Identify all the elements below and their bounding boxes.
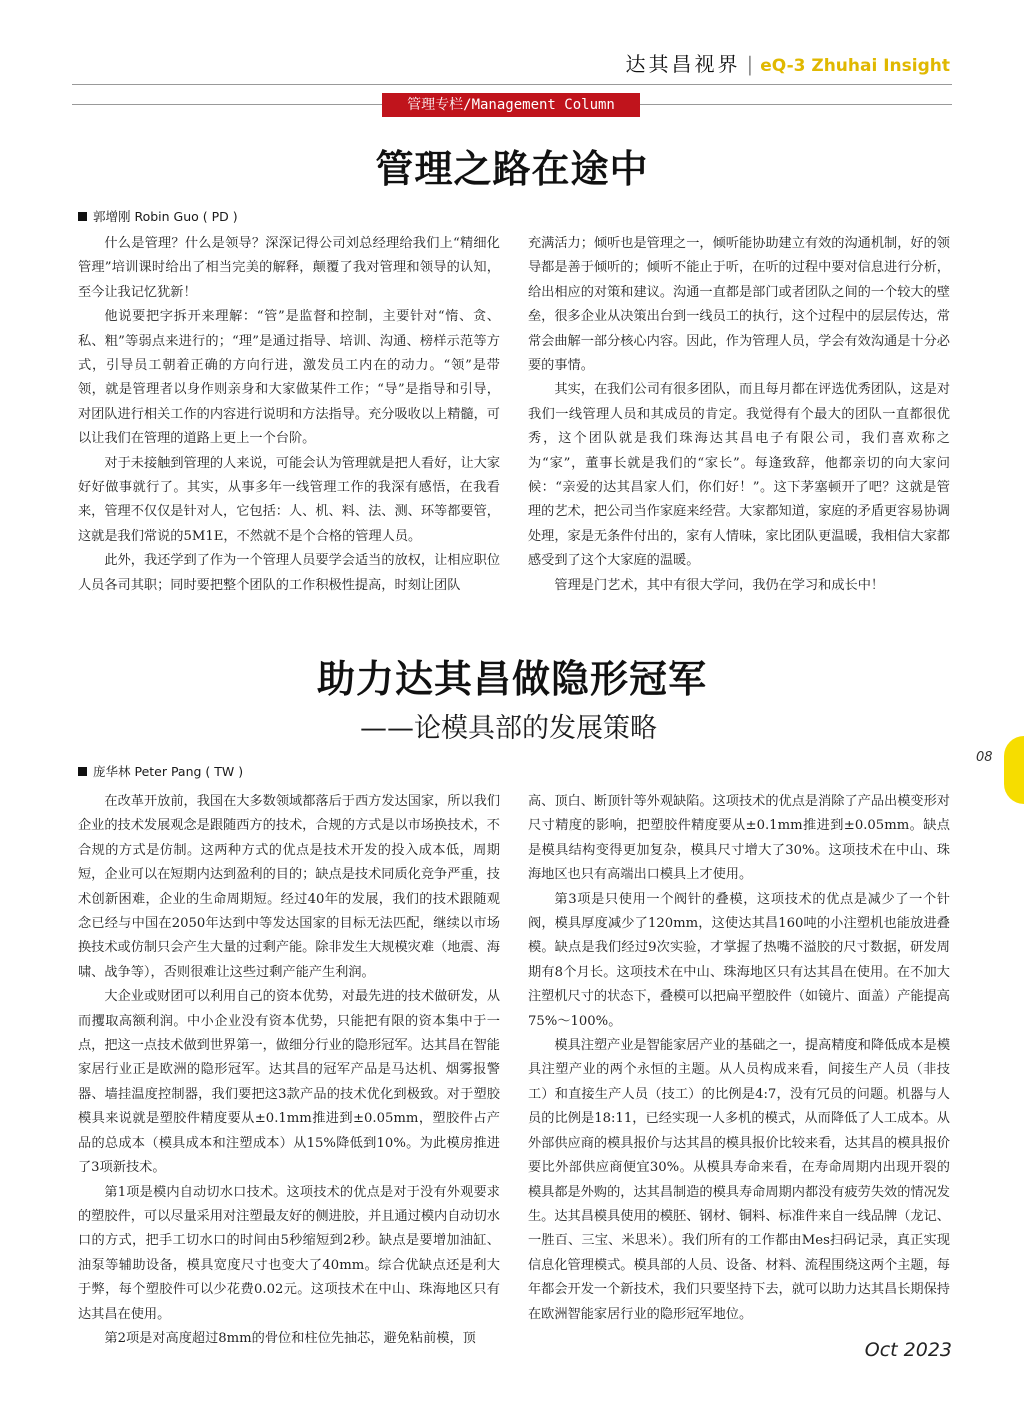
paragraph: 他说要把字拆开来理解：“管”是监督和控制，主要针对“惰、贪、私、粗”等弱点来进行的；“理”是通过指导、培训、沟通、榜样示范等方式，引导员工朝着正确的方向行进，激发员工内在的动力。“领”是带领，就是管理者以身作则亲身和大家做某件工作；“导”是指导和引导，对团队进行相关工作的内容进行说明和方法指导。充分吸收以上精髓，可以让我们在管理的道路上更上一个台阶。 bbox=[78, 309, 500, 447]
paragraph: 其实，在我们公司有很多团队，而且每月都在评选优秀团队，这是对我们一线管理人员和其成员的肯定。我觉得有个最大的团队一直都很优秀，这个团队就是我们珠海达其昌电子有限公司，我们喜欢称之为“家”，董事长就是我们的“家长”。每逢致辞，他都亲切的向大家问候：“亲爱的达其昌家人们，你们好！”。这下茅塞顿开了吧？这就是管理的艺术，把公司当作家庭来经营。大家都知道，家庭的矛盾更容易协调处理，家是无条件付出的，家有人情味，家比团队更温暖，我相信大家都感受到了这个大家庭的温暖。 bbox=[528, 382, 951, 569]
paragraph: 充满活力；倾听也是管理之一，倾听能协助建立有效的沟通机制，好的领导都是善于倾听的；倾听不能止于听，在听的过程中要对信息进行分析，给出相应的对策和建议。沟通一直都是部门或者团队之间的一个较大的壁垒，很多企业从决策出台到一线员工的执行，这个过程中的层层传达，常常会曲解一部分核心内容。因此，作为管理人员，学会有效沟通是十分必要的事情。 bbox=[528, 236, 950, 374]
brand-separator: | bbox=[746, 52, 755, 76]
page-tab-marker bbox=[1004, 736, 1024, 804]
article1-byline bbox=[78, 207, 238, 225]
paragraph: 第2项是对高度超过8mm的骨位和柱位先抽芯，避免粘前模，顶 bbox=[104, 1330, 476, 1346]
paragraph: 模具注塑产业是智能家居产业的基础之一，提高精度和降低成本是模具注塑产业的两个永恒的主题。从人员构成来看，间接生产人员（非技工）和直接生产人员（技工）的比例是4:7，没有冗员的问题。机器与人员的比例是18:11，已经实现一人多机的模式，从而降低了人工成本。从外部供应商的模具报价与达其昌的模具报价比较来看，达其昌的模具报价要比外部供应商便宜30%。从模具寿命来看，在寿命周期内出现开裂的模具都是外购的，达其昌制造的模具寿命周期内都没有疲劳失效的情况发生。达其昌模具使用的模胚、钢材、铜料、标准件来自一线品牌（龙记、一胜百、三宝、米思米）。我们所有的工作都由Mes扫码记录，真正实现信息化管理模式。模具部的人员、设备、材料、流程围绕这两个主题，每年都会开发一个新技术，我们只要坚持下去，就可以助力达其昌长期保持在欧洲智能家居行业的隐形冠军地位。 bbox=[528, 1038, 951, 1322]
paragraph: 高、顶白、断顶针等外观缺陷。这项技术的优点是消除了产品出模变形对尺寸精度的影响，把塑胶件精度要从±0.1mm推进到±0.05mm。缺点是模具结构变得更加复杂，模具尺寸增大了30%。这项技术在中山、珠海地区也只有高端出口模具上才使用。 bbox=[528, 794, 950, 883]
brand-chinese: 达其昌视界 bbox=[625, 52, 741, 76]
article1-right-column bbox=[528, 232, 950, 598]
paragraph: 大企业或财团可以利用自己的资本优势，对最先进的技术做研发，从而攫取高额利润。中小企业没有资本优势，只能把有限的资本集中于一点，把这一点技术做到世界第一，做细分行业的隐形冠军。达其昌在智能家居行业正是欧洲的隐形冠军。达其昌的冠军产品是马达机、烟雾报警器、墙挂温度控制器，我们要把这3款产品的技术优化到极致。对于塑胶模具来说就是塑胶件精度要从±0.1mm推进到±0.05mm，塑胶件占产品的总成本（模具成本和注塑成本）从15%降低到10%。为此模房推进了3项新技术。 bbox=[78, 989, 501, 1176]
issue-date: Oct 2023 bbox=[864, 1339, 952, 1361]
bullet-square-icon bbox=[78, 212, 87, 221]
article1-title: 管理之路在途中 bbox=[375, 146, 649, 191]
article2-byline bbox=[78, 762, 243, 780]
header-divider bbox=[72, 84, 952, 85]
paragraph: 什么是管理？什么是领导？深深记得公司刘总经理给我们上“精细化管理”培训课时给出了相当完美的解释，颠覆了我对管理和领导的认知，至今让我记忆犹新！ bbox=[78, 236, 500, 300]
paragraph: 此外，我还学到了作为一个管理人员要学会适当的放权，让相应职位人员各司其职；同时要把整个团队的工作积极性提高，时刻让团队 bbox=[78, 553, 501, 593]
article2-author: 庞华林 Peter Pang ( TW ) bbox=[93, 764, 244, 779]
paragraph: 在改革开放前，我国在大多数领域都落后于西方发达国家，所以我们企业的技术发展观念是跟随西方的技术，合规的方式是以市场换技术，不合规的方式是仿制。这两种方式的优点是技术开发的投入成本低，周期短，企业可以在短期内达到盈利的目的；缺点是技术同质化竞争严重，技术创新困难，企业的生命周期短。经过40年的发展，我们的技术跟随观念已经与中国在2050年达到中等发达国家的目标无法匹配，继续以市场换技术或仿制只会产生大量的过剩产能。除非发生大规模灾难（地震、海啸、战争等），否则很难让这些过剩产能产生利润。 bbox=[78, 794, 501, 980]
paragraph: 管理是门艺术，其中有很大学问，我仍在学习和成长中！ bbox=[554, 577, 885, 593]
paragraph: 第3项是只使用一个阀针的叠模，这项技术的优点是减少了一个针阀，模具厚度减少了120mm，这使达其昌160吨的小注塑机也能放进叠模。缺点是我们经过9次实验，才掌握了热嘴不溢胶的尺寸数据，研发周期有8个月长。这项技术在中山、珠海地区只有达其昌在使用。在不加大注塑机尺寸的状态下，叠模可以把扁平塑胶件（如镜片、面盖）产能提高75%～100%。 bbox=[528, 891, 950, 1029]
paragraph: 对于未接触到管理的人来说，可能会认为管理就是把人看好，让大家好好做事就行了。其实，从事多年一线管理工作的我深有感悟，在我看来，管理不仅仅是针对人，它包括：人、机、料、法、测、环等都要管，这就是我们常说的5M1E，不然就不是个合格的管理人员。 bbox=[78, 455, 501, 544]
page-number: 08 bbox=[976, 750, 993, 765]
magazine-brand bbox=[626, 48, 950, 77]
article1-author: 郭增刚 Robin Guo ( PD ) bbox=[93, 209, 238, 224]
article1-left-column bbox=[78, 232, 500, 598]
brand-english: eQ-3 Zhuhai Insight bbox=[760, 56, 950, 76]
paragraph: 第1项是模内自动切水口技术。这项技术的优点是对于没有外观要求的塑胶件，可以尽量采用对注塑最友好的侧进胶，并且通过模内自动切水口的方式，把手工切水口的时间由5秒缩短到2秒。缺点是要增加油缸、油泵等辅助设备，模具宽度尺寸也变大了40mm。综合优缺点还是利大于弊，每个塑胶件可以少花费0.02元。这项技术在中山、珠海地区只有达其昌在使用。 bbox=[78, 1184, 500, 1322]
article2-left-column bbox=[78, 790, 500, 1351]
article2-right-column bbox=[528, 790, 950, 1327]
column-banner: 管理专栏/Management Column bbox=[382, 93, 640, 117]
bullet-square-icon bbox=[78, 767, 87, 776]
article2-title: 助力达其昌做隐形冠军 bbox=[316, 656, 707, 701]
article2-subtitle: ——论模具部的发展策略 bbox=[360, 713, 657, 744]
